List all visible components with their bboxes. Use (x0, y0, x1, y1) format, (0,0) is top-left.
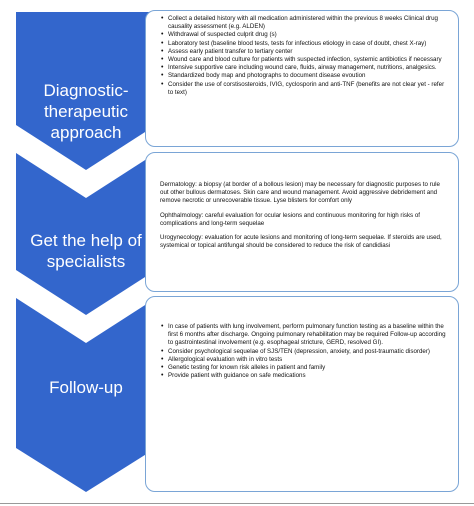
list-item: • Standardized body map and photographs to document disease evoution (168, 72, 450, 80)
list-item: • Genetic testing for known risk alleles in patient and family (168, 364, 448, 372)
list-item: • Collect a detailed history with all medication administered within the previous 8 weeks Clinical drug causality assessment (e.g. ALDEN) (168, 15, 450, 31)
list-item: • Withdrawal of suspected culprit drug (s) (168, 31, 450, 39)
diagnostic-list (156, 15, 450, 97)
stage-label-follow-up: Follow-up (49, 377, 123, 397)
list-item: • Consider psychological sequelae of SJS/TEN (depression, anxiety, and post-traumatic disorder) (168, 348, 448, 356)
specialists-box (145, 152, 459, 292)
follow-up-box (145, 296, 459, 492)
diagnostic-box (145, 10, 459, 147)
list-item: • Assess early patient transfer to tertiary center (168, 48, 450, 56)
ophthalmology-paragraph: Ophthalmology: careful evaluation for ocular lesions and continuous monitoring for high risks of complications and long-term sequelae (160, 211, 421, 227)
bottom-divider (0, 503, 474, 504)
list-item: • Provide patient with guidance on safe medications (168, 372, 448, 380)
dermatology-paragraph: Dermatology: a biopsy (at border of a bollous lesion) may be necessary for diagnostic purposes to rule out other bullous dermatoses. Skin care and wound management. Avoid aggressive debridement and remove necrotic or unrecoverable tissue. Lyse blisters for comfort only (160, 181, 440, 205)
list-item: • Allergological evaluation with in vitro tests (168, 356, 448, 364)
stage-label-specialists: Get the help of specialists (30, 231, 142, 271)
stage-label-diagnostic: Diagnostic-therapeutic approach (43, 80, 129, 142)
urogynecology-paragraph: Urogynecology: evaluation for acute lesions and monitoring of long-term sequelae. If steroids are used, systemical or topical antifungal should be considered to reduce the risk of candidiasi (160, 234, 442, 250)
follow-up-list (156, 323, 448, 380)
list-item: • Consider the use of corstisosteroids, IVIG, cyclosporin and anti-TNF (benefits are not clear yet - refer to text) (168, 81, 450, 97)
list-item: • In case of patients with lung involvement, perform pulmonary function testing as a baseline within the first 6 months after discharge. Ongoing pulmonary rehabilitation may be required Follow-up according to gastrointestinal involvement (e.g. esophageal stricture, GERD, resolved GI). (168, 323, 448, 348)
list-item: • Wound care and blood culture for patients with suspected infection, systemic antibiotics if necessary (168, 56, 450, 64)
list-item: • Intensive supportive care including wound care, fluids, airway management, nutritions, analgesics. (168, 64, 450, 72)
list-item: • Laboratory test (baseline blood tests, tests for infectious etiology in case of doubt, chest X-ray) (168, 40, 450, 48)
